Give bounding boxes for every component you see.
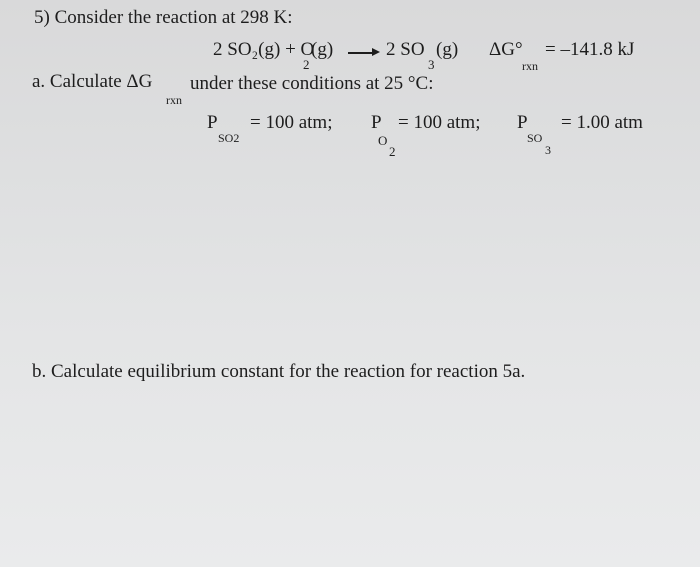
delta-g-subscript: rxn — [522, 59, 538, 73]
p-o2-subscript: O — [378, 133, 388, 148]
o2-subscript: 2 — [303, 57, 310, 72]
p-so2-label: P — [207, 112, 218, 133]
part-b-question: b. Calculate equilibrium constant for the reaction for reaction 5a. — [32, 361, 526, 382]
p-so2-subscript: SO2 — [218, 131, 240, 145]
so3-state: (g) — [436, 39, 459, 60]
part-a-conditions: under these conditions at 25 °C: — [190, 73, 434, 94]
o2-state: (g) — [311, 39, 334, 60]
reaction-arrowhead — [372, 48, 380, 56]
reaction-arrow — [348, 52, 374, 54]
p-so3-subscript: SO — [527, 131, 543, 145]
p-so3-label: P — [517, 112, 528, 133]
product-so3: 2 SO — [386, 39, 425, 60]
p-so2-value: = 100 atm; — [250, 112, 333, 133]
delta-g-symbol: ΔG° — [489, 39, 523, 60]
p-o2-subscript-2: 2 — [389, 144, 396, 159]
so3-subscript: 3 — [428, 57, 435, 72]
p-o2-label: P — [371, 112, 382, 133]
p-o2-value: = 100 atm; — [398, 112, 481, 133]
reactant-so2-o2: 2 SO₂(g) + O — [213, 39, 315, 60]
part-a-label: a. Calculate ΔG — [32, 71, 153, 92]
delta-g-value: = –141.8 kJ — [545, 39, 635, 60]
question-title: 5) Consider the reaction at 298 K: — [34, 7, 293, 28]
p-so3-value: = 1.00 atm — [561, 112, 643, 133]
part-a-subscript: rxn — [166, 93, 182, 107]
p-so3-subscript-2: 3 — [545, 143, 551, 157]
